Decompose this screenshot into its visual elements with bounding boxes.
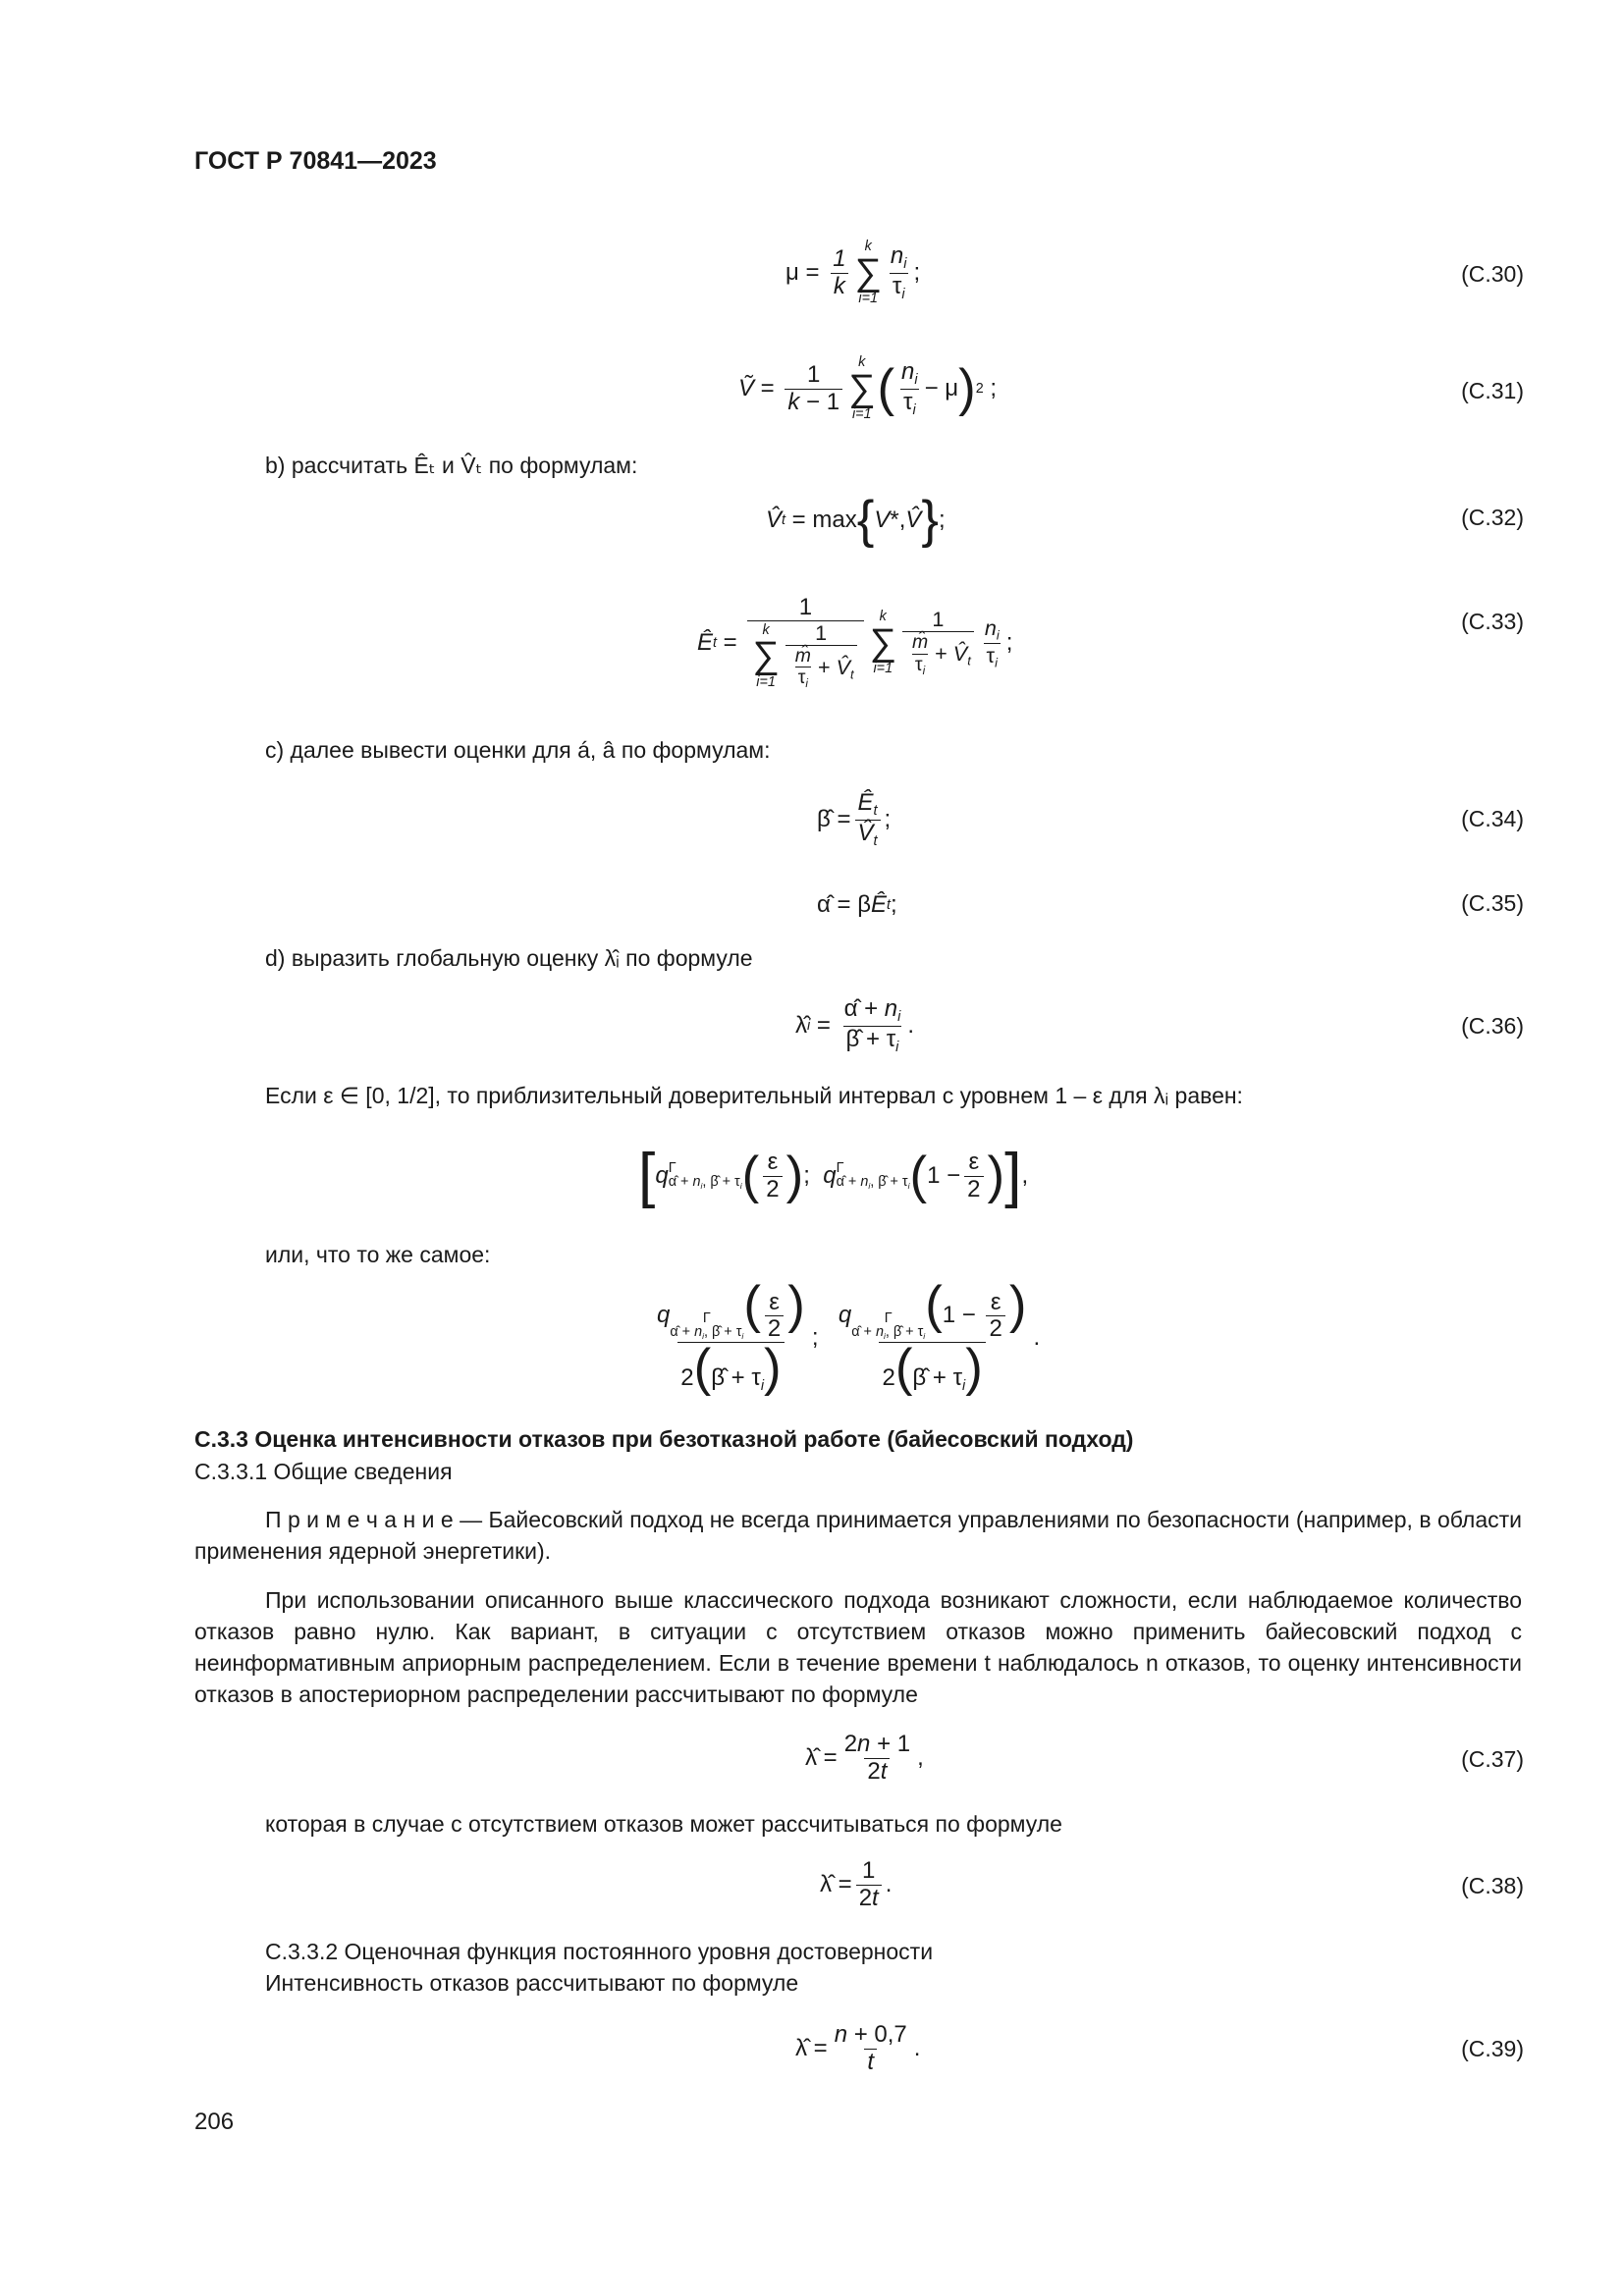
interval-formula: [ q Γ α̂ + $n_i$, β̂ + $\tau_i$ ( $\frac{\varepsilon}{2}$ ) ; q Γ α̂ + $n_i$, β̂ + $\tau_i$ ( 1 − $\frac{\varepsilon}{2}$ ) ] , bbox=[638, 1141, 1029, 1209]
formula-c38: λ̂ = $\frac{1}{2t}$ . bbox=[820, 1857, 893, 1911]
item-c: c) далее вывести оценки для á, â по формулам: bbox=[265, 737, 771, 763]
eq-number-c39: (С.39) bbox=[1461, 2036, 1524, 2061]
formula-c30: μ = $\frac{1}{k}$ k ∑ i=1 $\frac{n_i}{\tau_i}$ ; bbox=[785, 239, 921, 307]
body-paragraph-3: Интенсивность отказов рассчитывают по формуле bbox=[265, 1970, 799, 1996]
formula-c31: Ṽ = $\frac{1}{k - 1}$ k ∑ i=1 ( $\frac{n_i}{\tau_i}$ − μ ) 2 ; bbox=[738, 354, 998, 423]
eq-number-c38: (С.38) bbox=[1461, 1873, 1524, 1898]
formula-c37: λ̂ = $\frac{2n + 1}{2t}$ , bbox=[805, 1731, 924, 1785]
doc-header: ГОСТ Р 70841—2023 bbox=[194, 147, 437, 175]
or-same-text: или, что то же самое: bbox=[265, 1242, 491, 1267]
formula-c39: λ̂ = $\frac{n + 0,7}{t}$ . bbox=[795, 2021, 921, 2075]
subsection-heading-2: С.3.3.2 Оценочная функция постоянного уровня достоверности bbox=[265, 1939, 934, 1964]
eq-number-c35: (С.35) bbox=[1461, 890, 1524, 916]
eq-number-c33: (С.33) bbox=[1461, 609, 1524, 634]
condition-text: Если ε ∈ [0, 1/2], то приблизительный доверительный интервал с уровнем 1 – ε для λᵢ равен: bbox=[265, 1083, 1243, 1108]
eq-number-c34: (С.34) bbox=[1461, 806, 1524, 831]
eq-number-c31: (С.31) bbox=[1461, 378, 1524, 403]
formula-c34: β̂ = $\frac{Ê_t}{V̂_t}$ ; bbox=[817, 788, 892, 849]
formula-c35: α̂ = β Ê t ; bbox=[817, 891, 897, 918]
eq-number-c36: (С.36) bbox=[1461, 1013, 1524, 1039]
formula-c33: Ê t = 1 k ∑ i=1 1 $\frac{m̂}{\tau_i}$ + $V̂_t$ k ∑ i=1 1 $\frac{m̂}{\tau_i}$ + $V̂_t$ $\frac{n_i}{\tau_i}$ ; bbox=[697, 593, 1013, 691]
subsection-heading-1: С.3.3.1 Общие сведения bbox=[194, 1459, 453, 1484]
eq-number-c32: (С.32) bbox=[1461, 505, 1524, 530]
eq-number-c30: (С.30) bbox=[1461, 261, 1524, 287]
body-paragraph-1: При использовании описанного выше классического подхода возникают сложности, если наблюдаемое количество отказов равно нулю. Как вариант, в ситуации с отсутствием отказов можно применить байесовский подход с неинформативным априорным распределением. Если в течение времени t наблюдалось n отказов, то оценку интенсивности отказов в апостериорном распределении рассчитывают по формуле bbox=[194, 1587, 1522, 1707]
interval-formula-scaled: q Γ α̂ + $n_i$, β̂ + $\tau_i$ ( $\frac{\varepsilon}{2}$ ) 2(β̂ + $\tau_i$) ; q Γ α̂ + $n_i$, β̂ + $\tau_i$ (1 − $\frac{\varepsilon}{2}$ ) 2(β̂ + $\tau_i$) . bbox=[657, 1275, 1041, 1398]
formula-c36: λ̂ i = $\frac{\alphâ + n_i}{\betâ + \tau_i}$ . bbox=[795, 994, 915, 1055]
body-paragraph-2: которая в случае с отсутствием отказов может рассчитываться по формуле bbox=[265, 1811, 1062, 1837]
note-paragraph: П р и м е ч а н и е — Байесовский подход не всегда принимается управлениями по безопасности (например, в области применения ядерной энергетики). bbox=[194, 1507, 1522, 1564]
page-number: 206 bbox=[194, 2109, 235, 2135]
item-d: d) выразить глобальную оценку λ̂ᵢ по формуле bbox=[265, 945, 753, 971]
item-b: b) рассчитать Êₜ и V̂ₜ по формулам: bbox=[265, 453, 638, 478]
eq-number-c37: (С.37) bbox=[1461, 1746, 1524, 1772]
section-heading: С.3.3 Оценка интенсивности отказов при безотказной работе (байесовский подход) bbox=[194, 1426, 1134, 1452]
formula-c32: V̂ t = max { V *, V̂ } ; bbox=[766, 490, 946, 549]
